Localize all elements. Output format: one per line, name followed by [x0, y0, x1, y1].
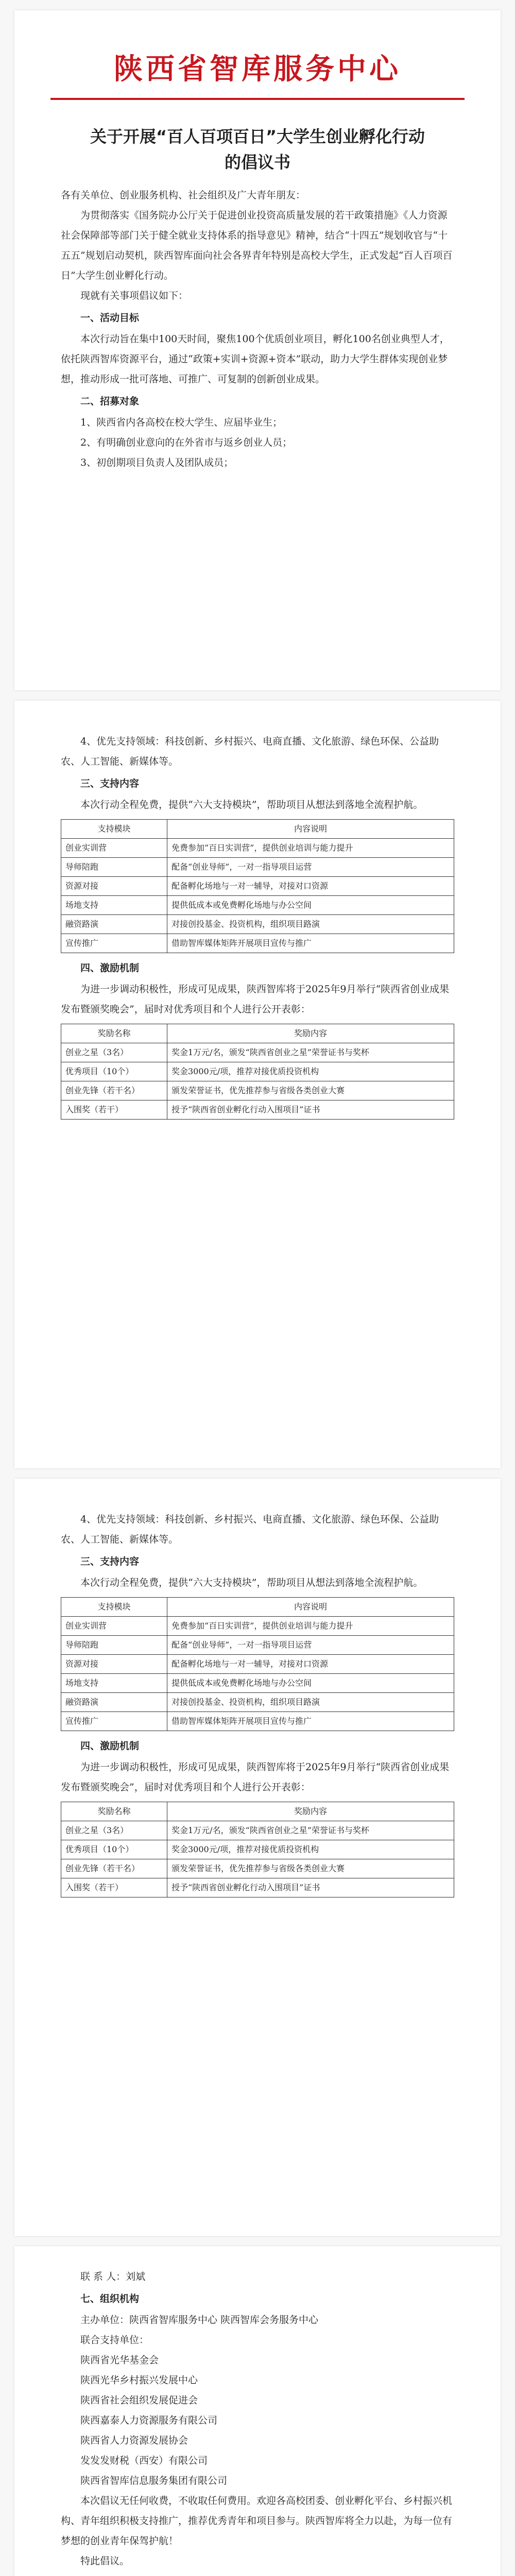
table-cell: 提供低成本或免费孵化场地与办公空间 [167, 896, 454, 915]
closing-remark: 特此倡议。 [80, 2555, 130, 2567]
table-cell: 借助智库媒体矩阵开展项目宣传与推广 [167, 934, 454, 953]
title-line-1: 关于开展“百人百项百日”大学生创业孵化行动 [90, 127, 425, 146]
table-header-row [61, 1024, 454, 1043]
table-cell: 导师陪跑 [61, 858, 167, 877]
table-cell: 借助智库媒体矩阵开展项目宣传与推广 [167, 1712, 454, 1731]
table-header-row [61, 1802, 454, 1821]
table-header-row [61, 1598, 454, 1617]
co-unit: 陕西省社会组织发展促进会 [80, 2395, 198, 2406]
award-table [61, 1802, 454, 1897]
co-unit: 陕西省智库信息服务集团有限公司 [80, 2475, 228, 2486]
table-row [61, 839, 454, 858]
section-4-title: 四、激励机制 [80, 1740, 140, 1752]
support-table [61, 1597, 454, 1731]
list-item: 3、初创期项目负责人及团队成员； [80, 457, 234, 468]
section-1-body: 本次行动旨在集中100天时间，聚焦100个优质创业项目，孵化100名创业典型人才，依托陕西智库资源平台，通过“政策+实训+资源+资本”联动，助力大学生群体实现创业梦想，推动形成一批可落地、可推广、可复制的创新创业成果。 [61, 333, 450, 385]
support-table [61, 819, 454, 953]
table-cell: 创业之星（3名） [61, 1043, 167, 1062]
list-item: 1、陕西省内各高校在校大学生、应届毕业生； [80, 417, 283, 428]
table-cell: 对接创投基金、投资机构，组织项目路演 [167, 915, 454, 934]
table-cell: 融资路演 [61, 915, 167, 934]
table-row [61, 1840, 454, 1859]
section-3-body: 本次行动全程免费，提供“六大支持模块”，帮助项目从想法到落地全流程护航。 [80, 1577, 423, 1588]
host-units: 主办单位：陕西省智库服务中心 陕西智库会务服务中心 [80, 2314, 319, 2326]
table-cell: 创业先锋（若干名） [61, 1081, 167, 1100]
table-cell: 入围奖（若干） [61, 1878, 167, 1897]
document-page-2 [14, 701, 501, 1468]
red-divider [50, 98, 465, 100]
table-row [61, 858, 454, 877]
table-cell: 配备孵化场地与一对一辅导，对接对口资源 [167, 877, 454, 896]
table-cell: 场地支持 [61, 896, 167, 915]
table-cell: 创业之星（3名） [61, 1821, 167, 1840]
document-page-3 [14, 1479, 501, 2236]
table-header-row [61, 820, 454, 839]
closing-paragraph: 本次倡议无任何收费，不收取任何费用。欢迎各高校团委、创业孵化平台、乡村振兴机构、青年组织积极支持推广，推荐优秀青年和项目参与。陕西智库将全力以赴，为每一位有梦想的创业青年保驾护航！ [61, 2495, 453, 2547]
title-line-2: 的倡议书 [224, 152, 290, 172]
table-row [61, 1878, 454, 1897]
table-cell: 免费参加“百日实训营”，提供创业培训与能力提升 [167, 1617, 454, 1636]
focus-areas: 4、优先支持领域：科技创新、乡村振兴、电商直播、文化旅游、绿色环保、公益助农、人工智能、新媒体等。 [61, 736, 439, 767]
award-table [61, 1024, 454, 1120]
page2-body [61, 732, 454, 1125]
table-cell: 优秀项目（10个） [61, 1062, 167, 1081]
table-row [61, 1081, 454, 1100]
table-header: 内容说明 [167, 1598, 454, 1617]
table-header: 支持模块 [61, 1598, 167, 1617]
table-cell: 对接创投基金、投资机构，组织项目路演 [167, 1693, 454, 1712]
table-header: 奖励名称 [61, 1024, 167, 1043]
table-cell: 场地支持 [61, 1674, 167, 1693]
table-cell: 宣传推广 [61, 1712, 167, 1731]
table-row [61, 877, 454, 896]
table-cell: 优秀项目（10个） [61, 1840, 167, 1859]
table-cell: 融资路演 [61, 1693, 167, 1712]
org-header: 陕西省智库服务中心 [114, 53, 401, 86]
table-row [61, 1062, 454, 1081]
table-cell: 宣传推广 [61, 934, 167, 953]
table-row [61, 1674, 454, 1693]
table-cell: 奖金3000元/项，推荐对接优质投资机构 [167, 1062, 454, 1081]
table-row [61, 1100, 454, 1120]
table-row [61, 915, 454, 934]
table-cell: 颁发荣誉证书，优先推荐参与省级各类创业大赛 [167, 1859, 454, 1878]
table-cell: 奖金1万元/名，颁发“陕西省创业之星”荣誉证书与奖杯 [167, 1821, 454, 1840]
table-row [61, 1636, 454, 1655]
table-row [61, 1712, 454, 1731]
section-3-title: 三、支持内容 [80, 1556, 140, 1567]
section-4-body: 为进一步调动积极性，形成可见成果，陕西智库将于2025年9月举行“陕西省创业成果发布暨颁奖晚会”，届时对优秀项目和个人进行公开表彰： [61, 1761, 450, 1793]
table-cell: 创业先锋（若干名） [61, 1859, 167, 1878]
table-cell: 创业实训营 [61, 1617, 167, 1636]
co-unit: 发发发财税（西安）有限公司 [80, 2455, 208, 2466]
intro-paragraph: 为贯彻落实《国务院办公厅关于促进创业投资高质量发展的若干政策措施》《人力资源社会保障部等部门关于健全就业支持体系的指导意见》精神，结合“十四五”规划收官与“十五五”规划启动契机，陕西智库面向社会各界青年特别是高校大学生，正式发起“百人百项百日”大学生创业孵化行动。 [61, 210, 453, 281]
table-row [61, 896, 454, 915]
page1-body [61, 185, 454, 473]
table-header: 支持模块 [61, 820, 167, 839]
table-cell: 授予“陕西省创业孵化行动入围项目”证书 [167, 1100, 454, 1120]
table-cell: 奖金3000元/项，推荐对接优质投资机构 [167, 1840, 454, 1859]
section-7-title: 七、组织机构 [80, 2293, 140, 2304]
co-unit: 陕西省光华基金会 [80, 2354, 159, 2366]
table-row [61, 1617, 454, 1636]
table-cell: 提供低成本或免费孵化场地与办公空间 [167, 1674, 454, 1693]
co-unit: 陕西嘉泰人力资源服务有限公司 [80, 2415, 218, 2426]
contact-person: 联 系 人：刘斌 [80, 2271, 146, 2282]
table-cell: 资源对接 [61, 1655, 167, 1674]
focus-areas: 4、优先支持领域：科技创新、乡村振兴、电商直播、文化旅游、绿色环保、公益助农、人工智能、新媒体等。 [61, 1514, 439, 1545]
section-3-body: 本次行动全程免费，提供“六大支持模块”，帮助项目从想法到落地全流程护航。 [80, 799, 423, 810]
salutation: 各有关单位、创业服务机构、社会组织及广大青年朋友： [61, 190, 306, 201]
table-header: 奖励名称 [61, 1802, 167, 1821]
table-cell: 免费参加“百日实训营”，提供创业培训与能力提升 [167, 839, 454, 858]
table-cell: 授予“陕西省创业孵化行动入围项目”证书 [167, 1878, 454, 1897]
table-cell: 配备孵化场地与一对一辅导，对接对口资源 [167, 1655, 454, 1674]
section-3-title: 三、支持内容 [80, 778, 140, 789]
table-row [61, 1859, 454, 1878]
table-cell: 资源对接 [61, 877, 167, 896]
table-header: 奖励内容 [167, 1024, 454, 1043]
table-cell: 配备“创业导师”，一对一指导项目运营 [167, 858, 454, 877]
table-cell: 导师陪跑 [61, 1636, 167, 1655]
co-units-label: 联合支持单位： [80, 2334, 149, 2346]
table-row [61, 1043, 454, 1062]
section-4-body: 为进一步调动积极性，形成可见成果，陕西智库将于2025年9月举行“陕西省创业成果发布暨颁奖晚会”，届时对优秀项目和个人进行公开表彰： [61, 984, 450, 1015]
table-cell: 入围奖（若干） [61, 1100, 167, 1120]
page3-body [61, 1510, 454, 1903]
table-row [61, 1655, 454, 1674]
table-cell: 创业实训营 [61, 839, 167, 858]
table-cell: 配备“创业导师”，一对一指导项目运营 [167, 1636, 454, 1655]
document-title [71, 124, 444, 175]
document-page-1 [14, 10, 501, 690]
table-cell: 奖金1万元/名，颁发“陕西省创业之星”荣誉证书与奖杯 [167, 1043, 454, 1062]
section-4-title: 四、激励机制 [80, 962, 140, 974]
call-paragraph: 现就有关事项倡议如下： [80, 290, 188, 301]
document-page-4 [14, 2246, 501, 2576]
section-1-title: 一、活动目标 [80, 312, 140, 324]
list-item: 2、有明确创业意向的在外省市与返乡创业人员； [80, 437, 293, 448]
table-row [61, 934, 454, 953]
co-unit: 陕西省人力资源发展协会 [80, 2435, 188, 2446]
co-unit: 陕西光华乡村振兴发展中心 [80, 2375, 198, 2386]
table-row [61, 1821, 454, 1840]
table-row [61, 1693, 454, 1712]
table-header: 内容说明 [167, 820, 454, 839]
table-header: 奖励内容 [167, 1802, 454, 1821]
page4-body [61, 2267, 454, 2571]
table-cell: 颁发荣誉证书，优先推荐参与省级各类创业大赛 [167, 1081, 454, 1100]
section-2-title: 二、招募对象 [80, 396, 140, 407]
